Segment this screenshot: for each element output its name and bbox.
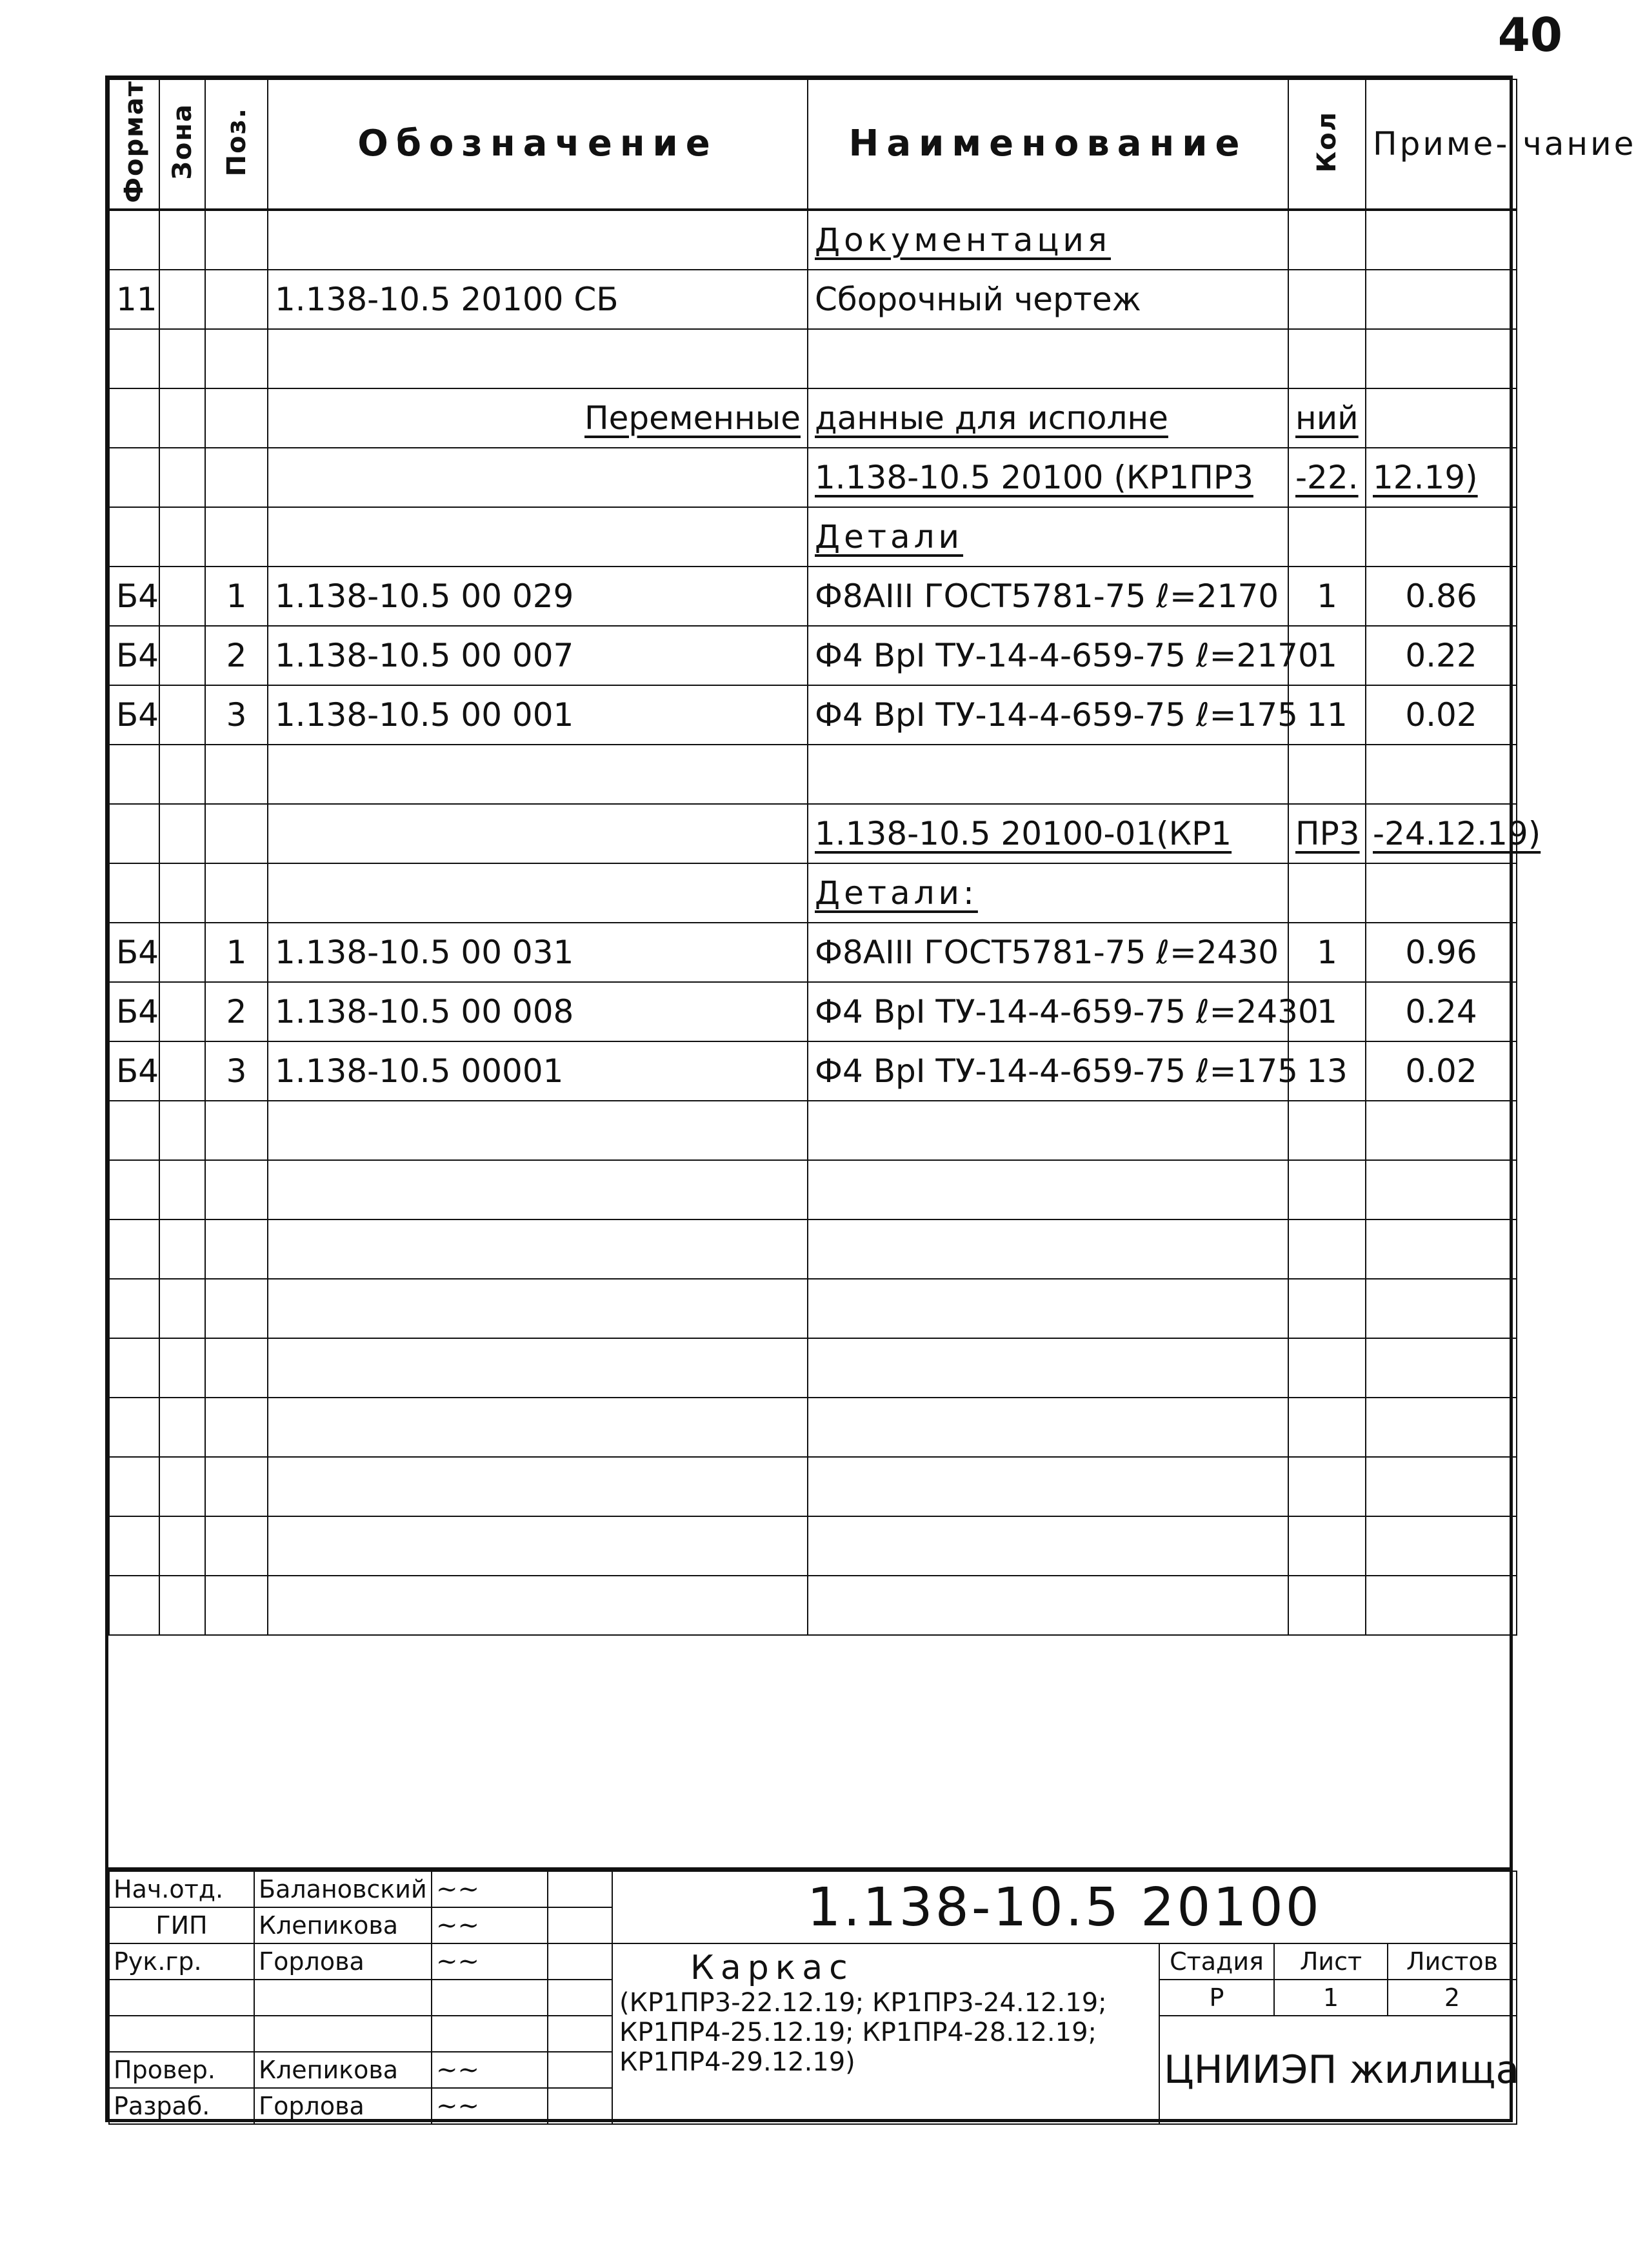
cell-name: Ф4 ВрI ТУ-14-4-659-75 ℓ=175 xyxy=(808,1041,1288,1101)
variant-heading-20100-01: 1.138-10.5 20100-01(КР1 xyxy=(808,804,1288,863)
cell-position xyxy=(205,210,268,270)
cell-note: 0.86 xyxy=(1366,567,1517,626)
cell-quantity: 11 xyxy=(1288,685,1366,745)
stamp-signature-developer: ~~ xyxy=(432,2088,548,2124)
cell-zone xyxy=(159,1041,205,1101)
cell-note xyxy=(1366,388,1517,448)
empty-row xyxy=(109,1219,1517,1279)
section-heading-details-2: Детали: xyxy=(808,863,1288,923)
cell-designation: 1.138-10.5 00 008 xyxy=(268,982,808,1041)
cell-designation: 1.138-10.5 20100 СБ xyxy=(268,270,808,329)
cell-zone xyxy=(159,388,205,448)
table-row xyxy=(109,1041,1517,1101)
table-row xyxy=(109,685,1517,745)
cell-format: Б4 xyxy=(109,1041,159,1101)
cell-zone xyxy=(159,270,205,329)
cell-format xyxy=(109,448,159,507)
cell-zone xyxy=(159,507,205,567)
empty-row xyxy=(109,1457,1517,1516)
cell-format xyxy=(109,745,159,804)
table-row xyxy=(109,329,1517,388)
cell-format xyxy=(109,388,159,448)
cell-position xyxy=(205,507,268,567)
cell-note: 0.96 xyxy=(1366,923,1517,982)
cell-quantity: 1 xyxy=(1288,982,1366,1041)
cell-position xyxy=(205,804,268,863)
sheet-value: 1 xyxy=(1274,1980,1388,2016)
cell-position xyxy=(205,448,268,507)
cell-position xyxy=(205,388,268,448)
cell-format: Б4 xyxy=(109,923,159,982)
cell-designation: 1.138-10.5 00 029 xyxy=(268,567,808,626)
cell-name: Ф8АIII ГОСТ5781-75 ℓ=2430 xyxy=(808,923,1288,982)
cell-name: Ф8АIII ГОСТ5781-75 ℓ=2170 xyxy=(808,567,1288,626)
cell-format: Б4 xyxy=(109,567,159,626)
cell-name: Ф4 ВрI ТУ-14-4-659-75 ℓ=175 xyxy=(808,685,1288,745)
cell-note xyxy=(1366,745,1517,804)
table-row xyxy=(109,448,1517,507)
cell-zone xyxy=(159,982,205,1041)
cell-format xyxy=(109,507,159,567)
cell-position: 3 xyxy=(205,1041,268,1101)
document-code: 1.138-10.5 20100 xyxy=(612,1871,1517,1943)
cell-name: Ф4 ВрI ТУ-14-4-659-75 ℓ=2170 xyxy=(808,626,1288,685)
cell-designation xyxy=(268,448,808,507)
cell-zone xyxy=(159,448,205,507)
cell-quantity: 1 xyxy=(1288,923,1366,982)
cell-designation: 1.138-10.5 00 031 xyxy=(268,923,808,982)
cell-note: 0.02 xyxy=(1366,685,1517,745)
stamp-role-gip: ГИП xyxy=(109,1907,254,1943)
cell-format: Б4 xyxy=(109,982,159,1041)
stamp-signature-checker: ~~ xyxy=(432,2052,548,2088)
stamp-name-group-lead: Горлова xyxy=(254,1943,432,1980)
empty-row xyxy=(109,1516,1517,1576)
title-block xyxy=(105,1871,1520,2122)
cell-format xyxy=(109,329,159,388)
cell-note xyxy=(1366,507,1517,567)
column-header-name: Наименование xyxy=(808,79,1288,210)
cell-name xyxy=(808,329,1288,388)
cell-quantity xyxy=(1288,329,1366,388)
cell-zone xyxy=(159,863,205,923)
cell-designation xyxy=(268,210,808,270)
empty-row xyxy=(109,1398,1517,1457)
empty-row xyxy=(109,1101,1517,1160)
cell-designation xyxy=(268,745,808,804)
cell-quantity xyxy=(1288,210,1366,270)
column-header-zone: Зона xyxy=(159,79,205,210)
cell-quantity xyxy=(1288,507,1366,567)
empty-row xyxy=(109,1576,1517,1635)
section-heading-documentation: Документация xyxy=(808,210,1288,270)
table-row xyxy=(109,923,1517,982)
column-header-format: Формат xyxy=(109,79,159,210)
cell-quantity xyxy=(1288,270,1366,329)
stamp-name-head: Балановский xyxy=(254,1871,432,1907)
cell-quantity xyxy=(1288,863,1366,923)
sheet-label: Лист xyxy=(1274,1943,1388,1980)
cell-format: Б4 xyxy=(109,685,159,745)
stamp-role-group-lead: Рук.гр. xyxy=(109,1943,254,1980)
sheets-label: Листов xyxy=(1388,1943,1517,1980)
cell-designation: 1.138-10.5 00 001 xyxy=(268,685,808,745)
column-header-quantity: Кол xyxy=(1288,79,1366,210)
cell-quantity: 1 xyxy=(1288,626,1366,685)
table-row xyxy=(109,745,1517,804)
cell-designation xyxy=(268,329,808,388)
stage-label: Стадия xyxy=(1159,1943,1274,1980)
table-row xyxy=(109,863,1517,923)
cell-format: 11 xyxy=(109,270,159,329)
table-row xyxy=(109,270,1517,329)
table-row xyxy=(109,804,1517,863)
cell-format xyxy=(109,863,159,923)
table-row xyxy=(109,388,1517,448)
cell-zone xyxy=(159,923,205,982)
section-heading-variable-data-end: ний xyxy=(1288,388,1366,448)
column-header-designation: Обозначение xyxy=(268,79,808,210)
cell-position: 1 xyxy=(205,567,268,626)
specification-table xyxy=(105,75,1636,1871)
cell-zone xyxy=(159,210,205,270)
stamp-role-head: Нач.отд. xyxy=(109,1871,254,1907)
cell-position xyxy=(205,745,268,804)
cell-note: 0.02 xyxy=(1366,1041,1517,1101)
stamp-name-gip: Клепикова xyxy=(254,1907,432,1943)
cell-position xyxy=(205,863,268,923)
cell-quantity: 1 xyxy=(1288,567,1366,626)
cell-format xyxy=(109,804,159,863)
cell-position xyxy=(205,270,268,329)
stamp-role-developer: Разраб. xyxy=(109,2088,254,2124)
cell-position: 2 xyxy=(205,982,268,1041)
stage-value: Р xyxy=(1159,1980,1274,2016)
stamp-signature-group-lead: ~~ xyxy=(432,1943,548,1980)
cell-designation xyxy=(268,863,808,923)
section-heading-variable-data-cont: данные для исполне xyxy=(808,388,1288,448)
stamp-name-checker: Клепикова xyxy=(254,2052,432,2088)
column-header-position: Поз. xyxy=(205,79,268,210)
variant-heading-20100-01-end: -24.12.19) xyxy=(1366,804,1517,863)
cell-note xyxy=(1366,329,1517,388)
cell-zone xyxy=(159,626,205,685)
cell-position: 3 xyxy=(205,685,268,745)
cell-note xyxy=(1366,863,1517,923)
column-header-note: Приме- чание xyxy=(1366,79,1517,210)
cell-name: Ф4 ВрI ТУ-14-4-659-75 ℓ=2430 xyxy=(808,982,1288,1041)
cell-designation: 1.138-10.5 00 007 xyxy=(268,626,808,685)
cell-quantity: 13 xyxy=(1288,1041,1366,1101)
product-title-variants: (КР1ПР3-22.12.19; КР1ПР3-24.12.19; КР1ПР4-25.12.19; КР1ПР4-28.12.19; КР1ПР4-29.12.19) xyxy=(619,1987,1107,2077)
table-header-row xyxy=(109,79,1517,210)
cell-zone xyxy=(159,685,205,745)
cell-position: 2 xyxy=(205,626,268,685)
stamp-signature-head: ~~ xyxy=(432,1871,548,1907)
cell-note: 0.22 xyxy=(1366,626,1517,685)
empty-row xyxy=(109,1160,1517,1219)
empty-row xyxy=(109,1338,1517,1398)
cell-designation: 1.138-10.5 00001 xyxy=(268,1041,808,1101)
cell-note xyxy=(1366,270,1517,329)
table-row xyxy=(109,507,1517,567)
cell-position: 1 xyxy=(205,923,268,982)
cell-designation xyxy=(268,804,808,863)
table-row xyxy=(109,210,1517,270)
variant-heading-20100-01-cont: ПР3 xyxy=(1288,804,1366,863)
cell-name: Сборочный чертеж xyxy=(808,270,1288,329)
page-number: 40 xyxy=(1497,8,1562,62)
section-heading-details: Детали xyxy=(808,507,1288,567)
cell-name xyxy=(808,745,1288,804)
cell-zone xyxy=(159,567,205,626)
variant-heading-20100-cont: -22. xyxy=(1288,448,1366,507)
variant-heading-20100: 1.138-10.5 20100 (КР1ПР3 xyxy=(808,448,1288,507)
stamp-role-checker: Провер. xyxy=(109,2052,254,2088)
variant-heading-20100-end: 12.19) xyxy=(1366,448,1517,507)
sheets-value: 2 xyxy=(1388,1980,1517,2016)
cell-zone xyxy=(159,745,205,804)
cell-zone xyxy=(159,804,205,863)
cell-zone xyxy=(159,329,205,388)
cell-note: 0.24 xyxy=(1366,982,1517,1041)
cell-designation xyxy=(268,507,808,567)
cell-position xyxy=(205,329,268,388)
empty-row xyxy=(109,1279,1517,1338)
product-title-head: Каркас xyxy=(690,1949,854,1987)
stamp-name-developer: Горлова xyxy=(254,2088,432,2124)
stamp-signature-gip: ~~ xyxy=(432,1907,548,1943)
cell-format xyxy=(109,210,159,270)
product-title xyxy=(612,1943,1159,2124)
table-row xyxy=(109,567,1517,626)
cell-format: Б4 xyxy=(109,626,159,685)
cell-quantity xyxy=(1288,745,1366,804)
table-row xyxy=(109,982,1517,1041)
cell-note xyxy=(1366,210,1517,270)
section-heading-variable-data: Переменные xyxy=(268,388,808,448)
table-row xyxy=(109,626,1517,685)
organization-name: ЦНИИЭП жилища xyxy=(1159,2016,1517,2124)
